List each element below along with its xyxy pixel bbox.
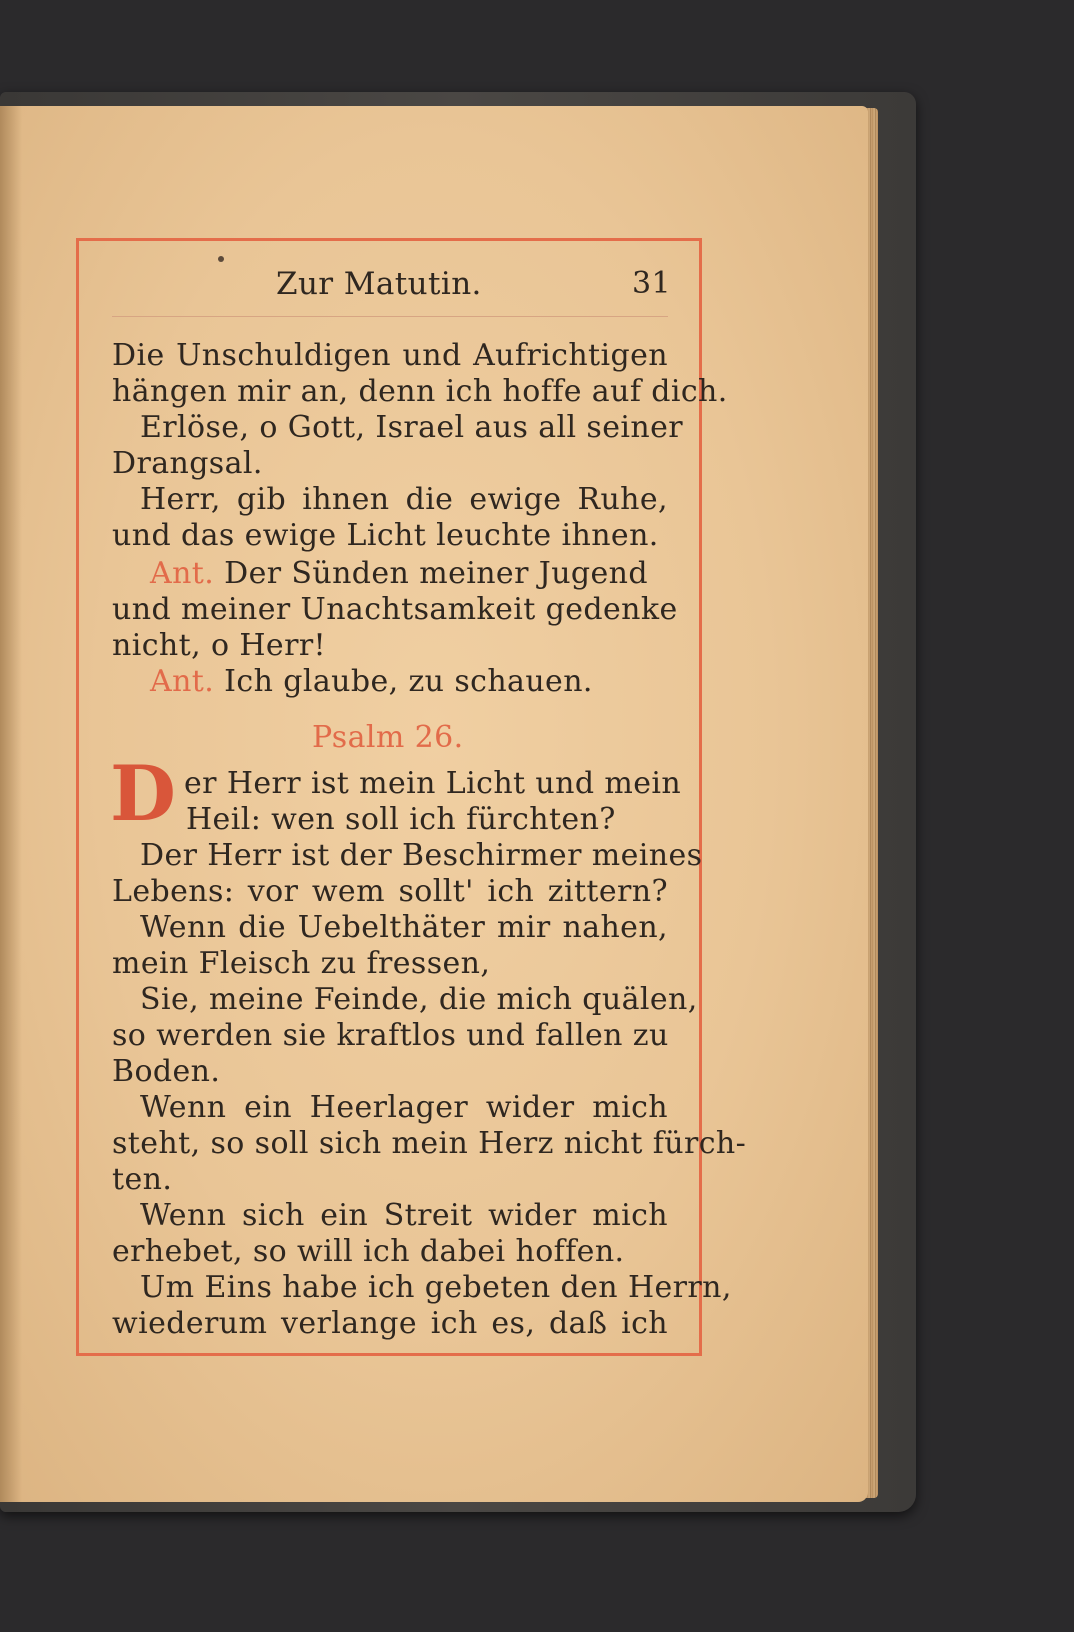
text-line: steht, so soll sich mein Herz nicht fürch-	[112, 1126, 747, 1161]
text-line: Boden.	[112, 1054, 221, 1089]
page-gutter	[0, 106, 22, 1502]
text-line: Herr, gib ihnen die ewige Ruhe,	[140, 482, 668, 517]
antiphon-line	[150, 664, 593, 699]
antiphon-label: Ant.	[150, 556, 215, 591]
text-line: ten.	[112, 1162, 173, 1197]
text-line: so werden sie kraftlos und fallen zu	[112, 1018, 669, 1053]
antiphon-line	[150, 556, 648, 591]
antiphon-text: Ich glaube, zu schauen.	[224, 664, 593, 699]
text-line: Wenn sich ein Streit wider mich	[140, 1198, 668, 1233]
text-line: Wenn ein Heerlager wider mich	[140, 1090, 668, 1125]
text-line: Um Eins habe ich gebeten den Herrn,	[140, 1270, 732, 1305]
text-line: Drangsal.	[112, 446, 263, 481]
header-rule	[112, 316, 668, 317]
text-line: Sie, meine Feinde, die mich quälen,	[140, 982, 698, 1017]
text-line: Erlöse, o Gott, Israel aus all seiner	[140, 410, 683, 445]
drop-cap: D	[110, 749, 176, 838]
ink-dot	[218, 256, 224, 262]
text-line: und meiner Unachtsamkeit gedenke	[112, 592, 678, 627]
text-line: Lebens: vor wem sollt' ich zittern?	[112, 874, 668, 909]
text-line: erhebet, so will ich dabei hoffen.	[112, 1234, 625, 1269]
text-line: nicht, o Herr!	[112, 628, 327, 663]
text-line: wiederum verlange ich es, daß ich	[112, 1306, 668, 1341]
running-head: Zur Matutin.	[276, 266, 482, 302]
antiphon-text: Der Sünden meiner Jugend	[224, 556, 648, 591]
text-line: Die Unschuldigen und Aufrichtigen	[112, 338, 668, 373]
text-line: Heil: wen soll ich fürchten?	[186, 802, 616, 837]
psalm-title: Psalm 26.	[312, 720, 464, 755]
text-line: hängen mir an, denn ich hoffe auf dich.	[112, 374, 728, 409]
text-line: Der Herr ist der Beschirmer meines	[140, 838, 703, 873]
text-line: mein Fleisch zu fressen,	[112, 946, 491, 981]
antiphon-label: Ant.	[150, 664, 215, 699]
text-line: und das ewige Licht leuchte ihnen.	[112, 518, 659, 553]
page-number: 31	[632, 266, 671, 301]
text-line: Wenn die Uebelthäter mir nahen,	[140, 910, 668, 945]
text-line: er Herr ist mein Licht und mein	[184, 766, 682, 801]
